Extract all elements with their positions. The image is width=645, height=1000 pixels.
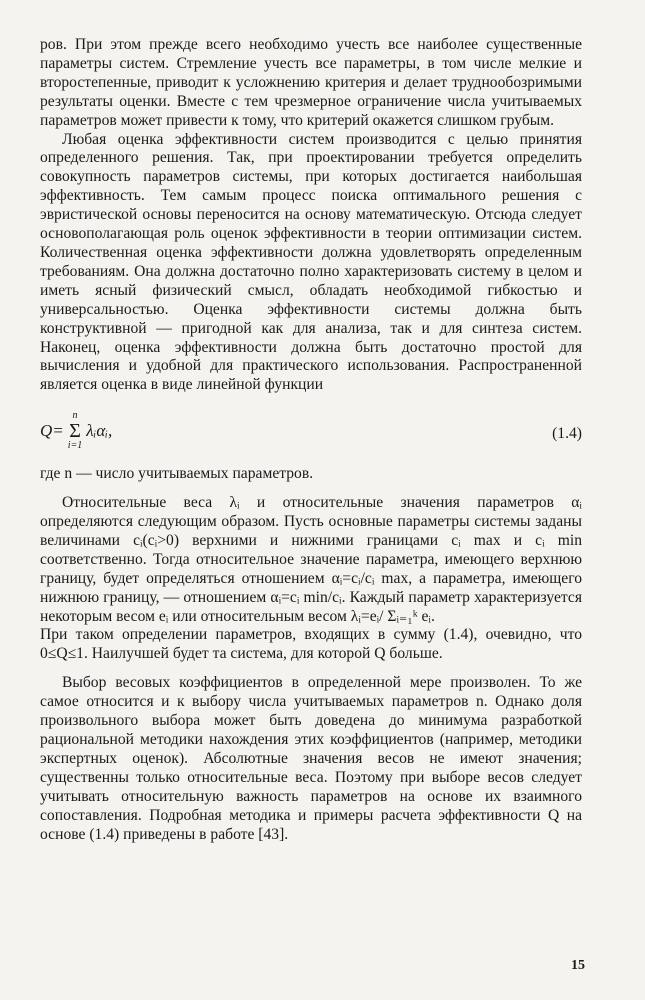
summation-lower-limit: i=1: [67, 440, 83, 452]
sigma-glyph: Σ: [69, 420, 81, 443]
paragraph-efficiency-assessment: Любая оценка эффективности систем производится с целью принятия определенного решения. Так, при проектировании требуется определить совокупность параметров системы, при которых достигается наибольшая эффективность. Тем самым процесс поиска оптимального решения с эвристической основы переносится на основу математическую. Отсюда следует основополагающая роль оценок эффективности в теории оптимизации систем. Количественная оценка эффективности должна удовлетворять определенным требованиям. Она должна достаточно полно характеризовать систему в целом и иметь ясный физический смысл, обладать необходимой гибкостью и универсальностью. Оценка эффективности системы должна быть конструктивной — пригодной как для анализа, так и для синтеза систем. Наконец, оценка эффективности должна быть достаточно простой для вычисления и удобной для практического использования. Распространенной является оценка в виде линейной функции: [40, 130, 582, 394]
summation-upper-limit: n: [72, 410, 78, 422]
formula-lhs: Q=: [40, 420, 64, 440]
summation-symbol: [68, 411, 83, 451]
formula-1-4: [40, 403, 582, 461]
paragraph-weight-choice: Выбор весовых коэффициентов в определенной мере произволен. То же самое относится и к выбору числа учитываемых параметров n. Однако доля произвольного выбора может быть доведена до минимума разработкой рациональной методики нахождения этих коэффициентов (например, методики экспертных оценок). Абсолютные значения весов не имеют значения; существенны только относительные веса. Поэтому при выборе весов следует учитывать относительную важность параметров на основе их взаимного сопоставления. Подробная методика и примеры расчета эффективности Q на основе (1.4) приведены в работе [43].: [40, 674, 582, 843]
paragraph-continuation: ров. При этом прежде всего необходимо учесть все наиболее существенные параметры систем. Стремление учесть все параметры, в том числе мелкие и второстепенные, приводит к усложнению критерия и делает труднообозримыми результаты оценки. Вместе с тем чрезмерное ограничение числа учитываемых параметров может привести к тому, что критерий окажется слишком грубым.: [40, 36, 582, 129]
formula-expression: [40, 411, 112, 451]
paragraph-relative-weights: Относительные веса λᵢ и относительные значения параметров αᵢ определяются следующим образом. Пусть основные параметры системы заданы величинами cᵢ(cᵢ>0) верхними и нижними границами cᵢ max и cᵢ min соответственно. Тогда относительное значение параметра, имеющего верхнюю границу, будет определяться отношением αᵢ=cᵢ/cᵢ max, а параметра, имеющего нижнюю границу, — отношением αᵢ=cᵢ min/cᵢ. Каждый параметр характеризуется некоторым весом eᵢ или относительным весом λᵢ=eᵢ/ Σᵢ₌₁ᵏ eᵢ.: [40, 494, 582, 625]
equation-number: (1.4): [552, 425, 582, 443]
page-number: 15: [571, 958, 585, 973]
body-text: [40, 36, 582, 844]
paragraph-definition-result: При таком определении параметров, входящих в сумму (1.4), очевидно, что 0≤Q≤1. Наилучшей будет та система, для которой Q больше.: [40, 626, 582, 663]
formula-term: λᵢαᵢ,: [86, 420, 113, 440]
paragraph-where-n: где n — число учитываемых параметров.: [40, 465, 314, 483]
